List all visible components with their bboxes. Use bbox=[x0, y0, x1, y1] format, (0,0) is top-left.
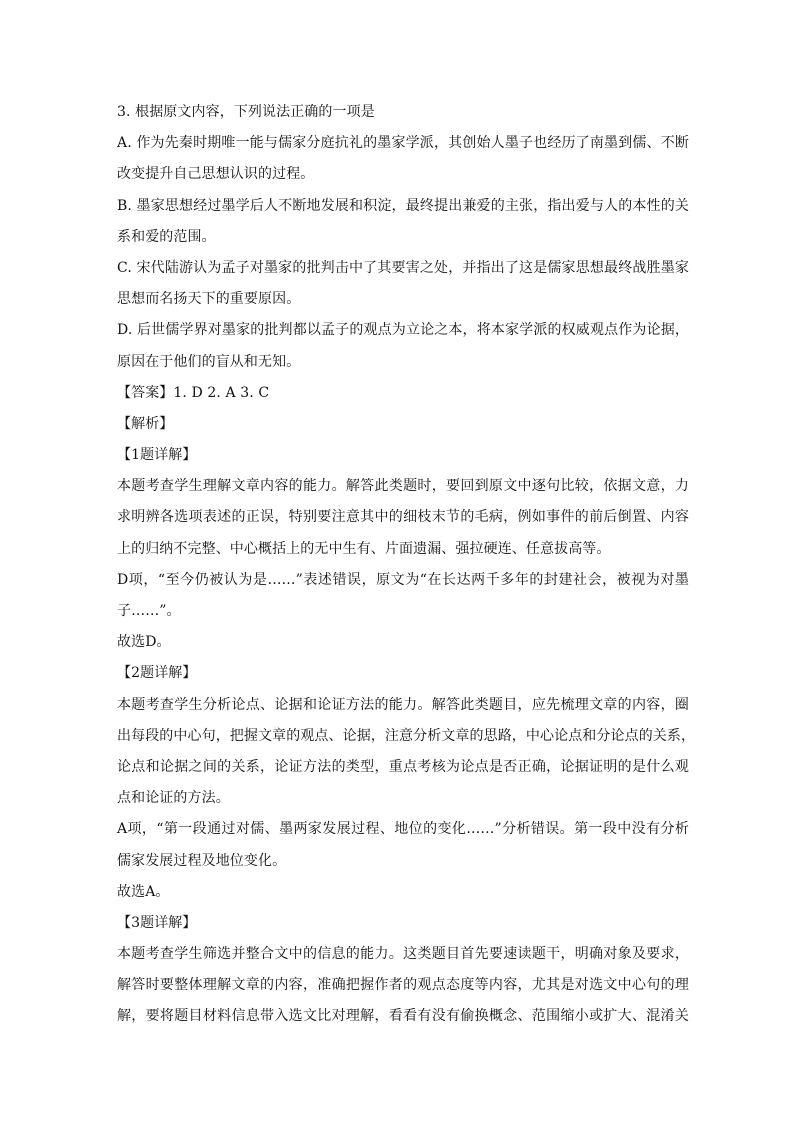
option-d-line-2: 原因在于他们的盲从和无知。 bbox=[117, 353, 301, 370]
detail-2-conclusion: 故选A。 bbox=[117, 883, 170, 900]
option-d-line-1: D. 后世儒学界对墨家的批判都以孟子的观点为立论之本，将本家学派的权威观点作为论据， bbox=[117, 322, 689, 339]
detail-3-para-line-2: 解答时要整体理解文章的内容，准确把握作者的观点态度等内容，尤其是对选文中心句的理 bbox=[117, 977, 689, 994]
detail-3-para-line-3: 解，要将题目材料信息带入选文比对理解，看看有没有偷换概念、范围缩小或扩大、混淆关 bbox=[117, 1008, 689, 1025]
detail-2-item-a-line-1: A项，“第一段通过对儒、墨两家发展过程、地位的变化……”分析错误。第一段中没有分析 bbox=[117, 821, 689, 838]
detail-1-heading: 【1题详解】 bbox=[117, 447, 197, 464]
detail-2-para-line-1: 本题考查学生分析论点、论据和论证方法的能力。解答此类题目，应先梳理文章的内容，圈 bbox=[117, 696, 689, 713]
detail-1-para-line-2: 求明辨各选项表述的正误，特别要注意其中的细枝末节的毛病，例如事件的前后倒置、内容 bbox=[117, 509, 689, 526]
detail-1-para-line-3: 上的归纳不完整、中心概括上的无中生有、片面遗漏、强拉硬连、任意拔高等。 bbox=[117, 540, 611, 557]
detail-2-para-line-2: 出每段的中心句，把握文章的观点、论据，注意分析文章的思路，中心论点和分论点的关系， bbox=[117, 727, 696, 744]
option-a-line-2: 改变提升自己思想认识的过程。 bbox=[117, 166, 315, 183]
detail-2-para-line-3: 论点和论据之间的关系，论证方法的类型，重点考核为论点是否正确，论据证明的是什么观 bbox=[117, 758, 689, 775]
option-c-line-1: C. 宋代陆游认为孟子对墨家的批判击中了其要害之处，并指出了这是儒家思想最终战胜墨家 bbox=[117, 259, 689, 276]
option-b-line-1: B. 墨家思想经过墨学后人不断地发展和积淀，最终提出兼爱的主张，指出爱与人的本性的关 bbox=[117, 197, 689, 214]
document-body bbox=[117, 102, 696, 1038]
question-3-stem: 3. 根据原文内容，下列说法正确的一项是 bbox=[117, 104, 375, 120]
detail-2-heading: 【2题详解】 bbox=[117, 665, 197, 682]
answer-line: 【答案】1. D 2. A 3. C bbox=[117, 384, 270, 401]
option-c-line-2: 思想而名扬天下的重要原因。 bbox=[117, 291, 301, 308]
detail-3-heading: 【3题详解】 bbox=[117, 914, 197, 931]
detail-1-para-line-1: 本题考查学生理解文章内容的能力。解答此类题时，要回到原文中逐句比较，依据文意，力 bbox=[117, 478, 689, 495]
option-a-line-1: A. 作为先秦时期唯一能与儒家分庭抗礼的墨家学派，其创始人墨子也经历了南墨到儒、不断 bbox=[117, 135, 689, 152]
detail-2-para-line-4: 点和论证的方法。 bbox=[117, 790, 230, 807]
detail-1-conclusion: 故选D。 bbox=[117, 634, 171, 651]
detail-1-item-d-line-2: 子……”。 bbox=[117, 603, 181, 619]
option-b-line-2: 系和爱的范围。 bbox=[117, 228, 216, 245]
analysis-heading: 【解析】 bbox=[117, 415, 174, 432]
detail-2-item-a-line-2: 儒家发展过程及地位变化。 bbox=[117, 852, 287, 869]
detail-3-para-line-1: 本题考查学生筛选并整合文中的信息的能力。这类题目首先要速读题干，明确对象及要求， bbox=[117, 946, 689, 963]
detail-1-item-d-line-1: D项，“至今仍被认为是……”表述错误，原文为“在长达两千多年的封建社会，被视为对墨 bbox=[117, 571, 689, 588]
